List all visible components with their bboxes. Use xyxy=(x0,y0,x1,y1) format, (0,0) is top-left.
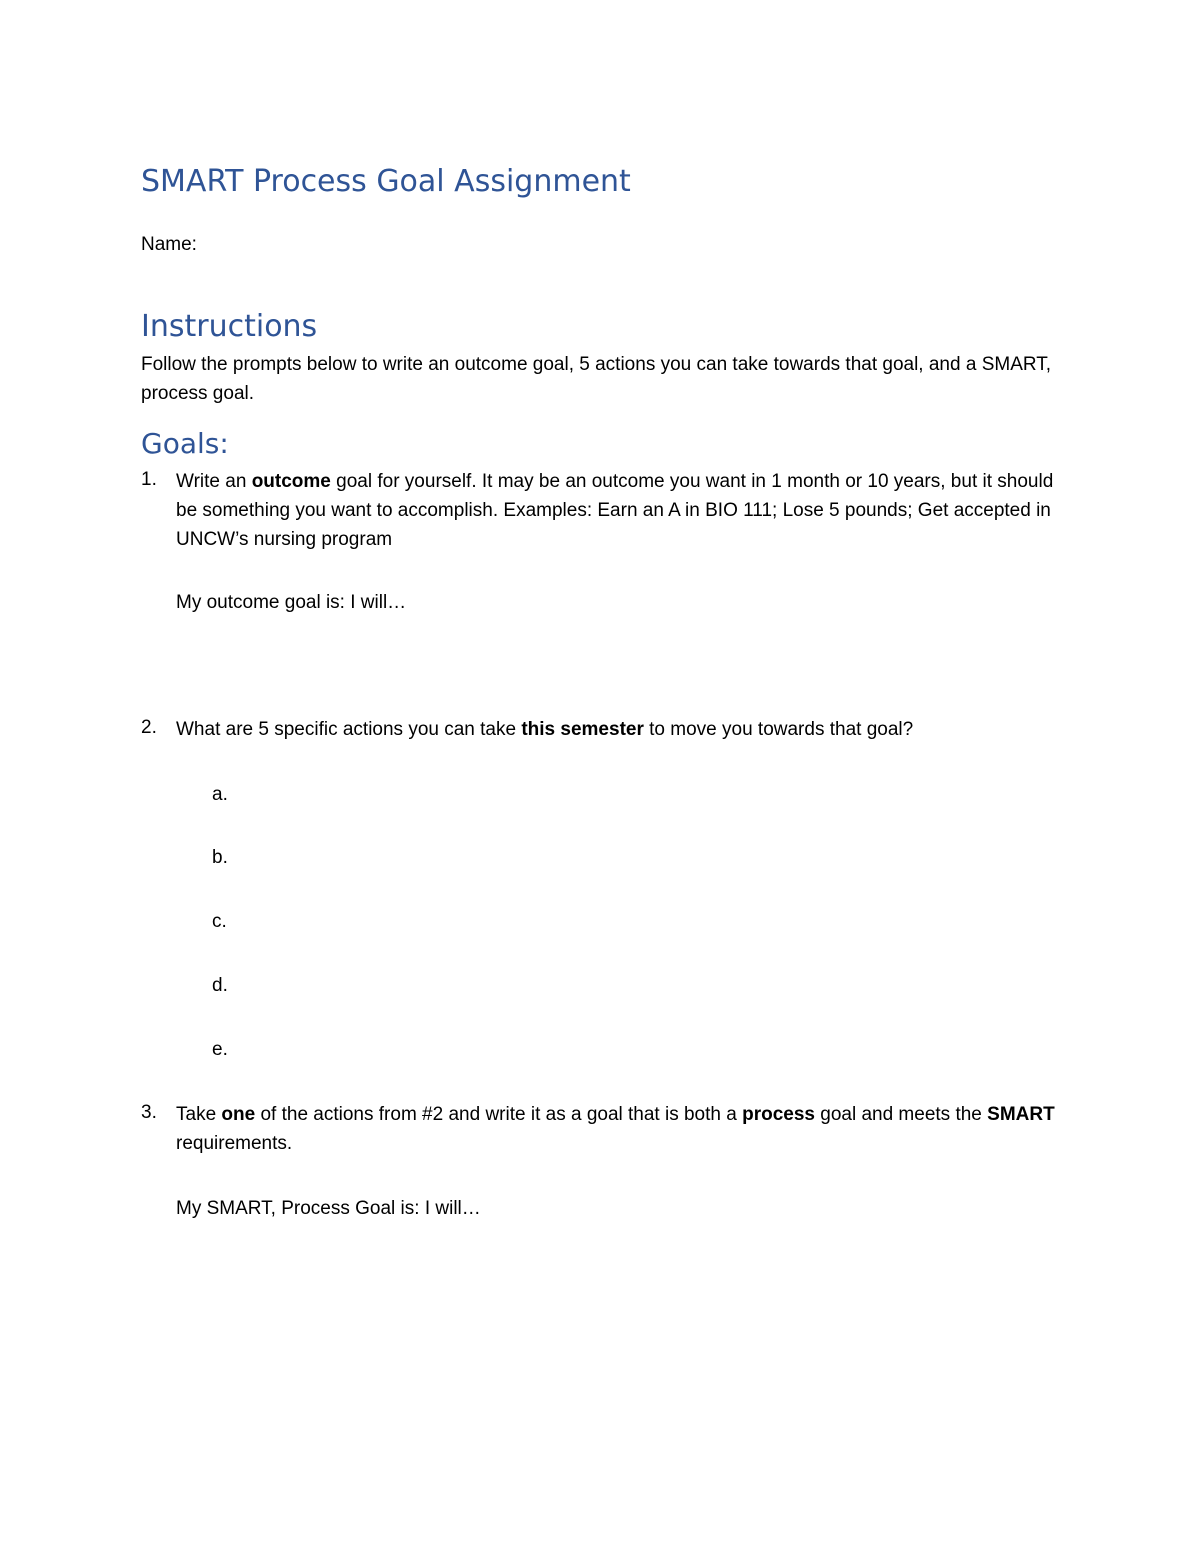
item-1-bold: outcome xyxy=(251,471,331,492)
item-3-number: 3. xyxy=(141,1102,157,1123)
item-3-bold-smart: SMART xyxy=(987,1104,1055,1125)
item-1-text xyxy=(176,467,1061,554)
item-2-pre: What are 5 specific actions you can take xyxy=(176,719,522,740)
item-3-bold-process: process xyxy=(742,1104,815,1125)
sub-item-c: c. xyxy=(212,911,227,932)
item-3-mid1: of the actions from #2 and write it as a goal that is both a xyxy=(255,1104,743,1125)
document-title: SMART Process Goal Assignment xyxy=(141,164,631,199)
outcome-goal-prompt: My outcome goal is: I will… xyxy=(176,592,407,613)
item-3-bold-one: one xyxy=(221,1104,256,1125)
item-1-pre: Write an xyxy=(176,471,252,492)
sub-item-a: a. xyxy=(212,784,228,805)
item-3-text xyxy=(176,1100,1061,1158)
item-2-post: to move you towards that goal? xyxy=(643,719,914,740)
item-3-post: requirements. xyxy=(176,1133,293,1154)
goals-heading: Goals: xyxy=(141,427,229,460)
sub-item-d: d. xyxy=(212,975,228,996)
instructions-text: Follow the prompts below to write an outcome goal, 5 actions you can take towards that goal, and a SMART, process goal. xyxy=(141,354,1052,404)
item-2-bold: this semester xyxy=(521,719,644,740)
item-2-number: 2. xyxy=(141,717,157,738)
item-2-text xyxy=(176,715,1061,744)
item-3-mid2: goal and meets the xyxy=(814,1104,988,1125)
instructions-heading: Instructions xyxy=(141,309,318,344)
item-3-pre: Take xyxy=(176,1104,222,1125)
sub-item-b: b. xyxy=(212,847,228,868)
item-1-number: 1. xyxy=(141,469,157,490)
sub-item-e: e. xyxy=(212,1039,228,1060)
name-label: Name: xyxy=(141,234,197,255)
smart-process-goal-prompt: My SMART, Process Goal is: I will… xyxy=(176,1198,481,1219)
item-1-post: goal for yourself. It may be an outcome you want in 1 month or 10 years, but it should be something you want to accomplish. Examples: Earn an A in BIO 111; Lose 5 pounds; Get accepted in UNCW’s nursing program xyxy=(176,471,1054,550)
